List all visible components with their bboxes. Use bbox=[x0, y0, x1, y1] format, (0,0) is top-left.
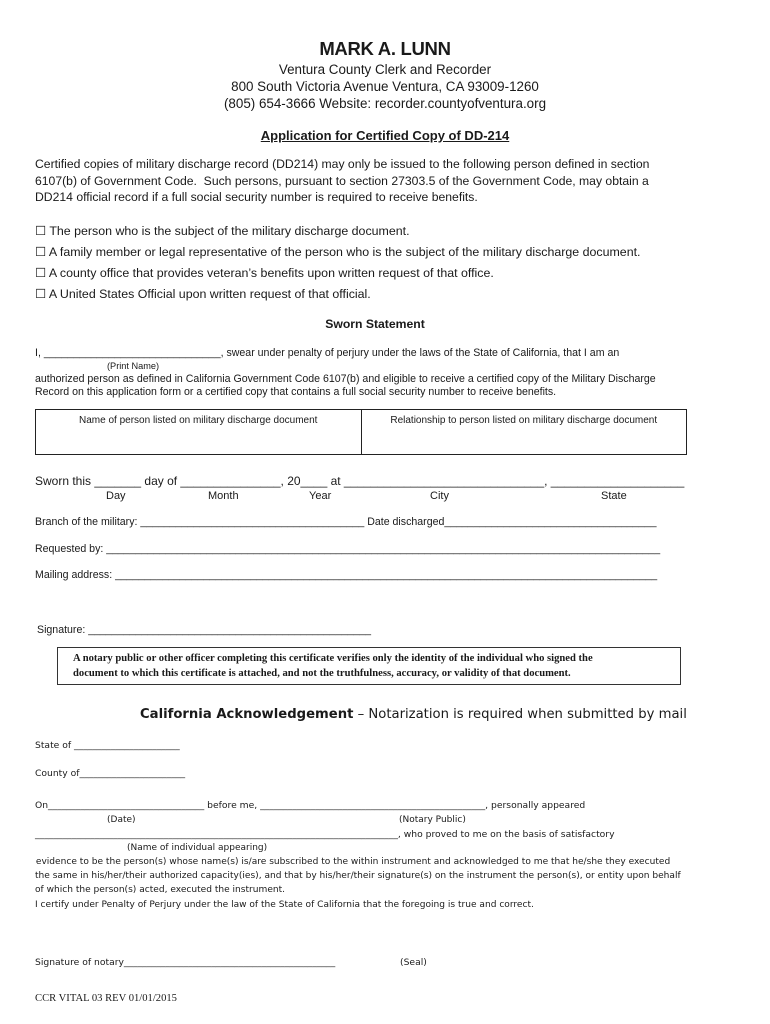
sworn-this-line[interactable]: Sworn this _______ day of _______________, 20____ at ______________________________, ____________________ bbox=[35, 474, 685, 488]
eligibility-option-subject[interactable]: ☐ The person who is the subject of the military discharge document. bbox=[35, 224, 410, 238]
relationship-header: Relationship to person listed on military discharge document bbox=[390, 415, 658, 426]
evidence-line-2: the same in his/her/their authorized capacity(ies), and that by his/her/their signature(s) on the instrument the person(s), or entity upon behalf bbox=[35, 871, 681, 881]
branch-discharged-line[interactable]: Branch of the military: ______________________________________ Date discharged____________________________________ bbox=[35, 516, 657, 528]
mailing-address-line[interactable]: Mailing address: ____________________________________________________________________________________________ bbox=[35, 569, 658, 581]
notary-public-label: (Notary Public) bbox=[399, 815, 466, 825]
county-of-line[interactable]: County of_______________________ bbox=[35, 768, 186, 779]
individual-appearing-line[interactable]: _______________________________________________________________________________, who proved to me on the basis of satisfactory bbox=[35, 829, 615, 840]
sworn-line-3: Record on this application form or a certified copy that contains a full social security number to receive benefits. bbox=[35, 386, 557, 398]
office-address: 800 South Victoria Avenue Ventura, CA 93009-1260 bbox=[231, 79, 539, 94]
individual-appearing-label: (Name of individual appearing) bbox=[127, 843, 268, 853]
evidence-line-1: evidence to be the person(s) whose name(s) is/are subscribed to the within instrument and acknowledged to me that he/she they executed bbox=[33, 857, 671, 867]
acknowledgement-title bbox=[140, 707, 687, 722]
form-revision-footer: CCR VITAL 03 REV 01/01/2015 bbox=[35, 993, 177, 1004]
acknowledgement-title-bold: California Acknowledgement bbox=[140, 707, 354, 722]
sworn-line-2: authorized person as defined in California Government Code 6107(b) and eligible to receive a certified copy of the Military Discharge bbox=[35, 373, 656, 385]
month-label: Month bbox=[208, 490, 239, 502]
date-label: (Date) bbox=[107, 815, 136, 825]
intro-line-2: 6107(b) of Government Code. Such persons, pursuant to section 27303.5 of the Government Code, may obtain a bbox=[35, 174, 649, 188]
intro-line-3: DD214 official record if a full social security number is required to receive benefits. bbox=[35, 190, 478, 204]
day-label: Day bbox=[106, 490, 126, 502]
discharge-info-table bbox=[35, 409, 687, 455]
notary-notice-line-2: document to which this certificate is attached, and not the truthfulness, accuracy, or validity of that document. bbox=[73, 668, 571, 679]
eligibility-option-family[interactable]: ☐ A family member or legal representative of the person who is the subject of the military discharge document. bbox=[35, 245, 641, 259]
on-date-line[interactable]: On__________________________________ before me, _________________________________________________, personally appeared bbox=[35, 800, 586, 811]
requested-by-line[interactable]: Requested by: ______________________________________________________________________________________________ bbox=[35, 543, 661, 555]
relationship-cell[interactable] bbox=[362, 409, 688, 455]
name-of-person-header: Name of person listed on military discharge document bbox=[79, 415, 318, 426]
office-holder-name: MARK A. LUNN bbox=[319, 38, 451, 59]
acknowledgement-title-rest: – Notarization is required when submitted by mail bbox=[353, 707, 687, 722]
intro-line-1: Certified copies of military discharge record (DD214) may only be issued to the following person defined in section bbox=[35, 157, 650, 171]
eligibility-option-county-office[interactable]: ☐ A county office that provides veteran’s benefits upon written request of that office. bbox=[35, 266, 494, 280]
certify-line: I certify under Penalty of Perjury under the law of the State of California that the foregoing is true and correct. bbox=[35, 900, 534, 910]
year-label: Year bbox=[309, 490, 332, 502]
sworn-line-1[interactable]: I, ______________________________, swear under penalty of perjury under the laws of the State of California, that I am an bbox=[35, 347, 620, 359]
office-contact: (805) 654-3666 Website: recorder.countyofventura.org bbox=[223, 96, 547, 111]
city-label: City bbox=[430, 490, 449, 502]
name-of-person-cell[interactable] bbox=[35, 409, 362, 455]
evidence-line-3: of which the person(s) acted, executed the instrument. bbox=[35, 885, 286, 895]
office-title: Ventura County Clerk and Recorder bbox=[278, 62, 492, 77]
form-title: Application for Certified Copy of DD-214 bbox=[260, 128, 510, 143]
state-label: State bbox=[601, 490, 627, 502]
print-name-label: (Print Name) bbox=[107, 361, 160, 371]
state-of-line[interactable]: State of _______________________ bbox=[35, 740, 180, 751]
notary-notice-line-1: A notary public or other officer completing this certificate verifies only the identity of the individual who signed the bbox=[73, 653, 593, 664]
notary-notice-box bbox=[57, 647, 681, 685]
notary-signature-line[interactable]: Signature of notary______________________________________________ bbox=[35, 957, 336, 968]
sworn-statement-heading: Sworn Statement bbox=[325, 317, 425, 331]
seal-label: (Seal) bbox=[400, 957, 427, 968]
eligibility-option-us-official[interactable]: ☐ A United States Official upon written request of that official. bbox=[35, 287, 371, 301]
applicant-signature-line[interactable]: Signature: ________________________________________________ bbox=[37, 624, 372, 636]
